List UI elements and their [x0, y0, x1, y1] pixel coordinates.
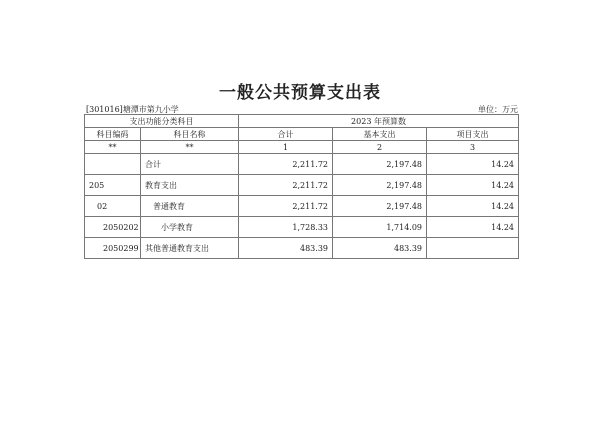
row-code: 2050202: [85, 217, 141, 238]
header-group-right: 2023 年预算数: [239, 115, 519, 128]
table-row: [85, 238, 519, 259]
row-name: 教育支出: [141, 175, 239, 196]
row-project: 14.24: [427, 175, 519, 196]
index-name: **: [141, 141, 239, 154]
row-project: 14.24: [427, 154, 519, 175]
row-code: 2050299: [85, 238, 141, 259]
table-row: [85, 196, 519, 217]
row-basic: 2,197.48: [333, 175, 427, 196]
row-code: [85, 154, 141, 175]
unit-organization: [301016]塘潭市第九小学: [86, 105, 179, 114]
header-index-row: [85, 141, 519, 154]
row-basic: 2,197.48: [333, 154, 427, 175]
row-name: 小学教育: [141, 217, 239, 238]
header-name: 科目名称: [141, 128, 239, 141]
index-basic: 2: [333, 141, 427, 154]
index-code: **: [85, 141, 141, 154]
row-basic: 1,714.09: [333, 217, 427, 238]
row-total: 2,211.72: [239, 175, 333, 196]
row-total: 483.39: [239, 238, 333, 259]
header-project: 项目支出: [427, 128, 519, 141]
header-group-row: [85, 115, 519, 128]
row-total: 1,728.33: [239, 217, 333, 238]
header-code: 科目编码: [85, 128, 141, 141]
header-total: 合计: [239, 128, 333, 141]
row-basic: 483.39: [333, 238, 427, 259]
unit-label: 单位：万元: [478, 105, 518, 114]
header-basic: 基本支出: [333, 128, 427, 141]
table-row: [85, 154, 519, 175]
index-total: 1: [239, 141, 333, 154]
row-project: 14.24: [427, 196, 519, 217]
row-project: 14.24: [427, 217, 519, 238]
header-group-left: 支出功能分类科目: [85, 115, 239, 128]
row-name: 其他普通教育支出: [141, 238, 239, 259]
row-code: 02: [85, 196, 141, 217]
table-row: [85, 175, 519, 196]
index-project: 3: [427, 141, 519, 154]
row-name: 普通教育: [141, 196, 239, 217]
header-column-row: [85, 128, 519, 141]
row-total: 2,211.72: [239, 154, 333, 175]
row-project: [427, 238, 519, 259]
table-row: [85, 217, 519, 238]
page-title: 一般公共预算支出表: [219, 83, 381, 103]
row-name: 合计: [141, 154, 239, 175]
row-total: 2,211.72: [239, 196, 333, 217]
row-basic: 2,197.48: [333, 196, 427, 217]
budget-table: [84, 114, 519, 259]
row-code: 205: [85, 175, 141, 196]
